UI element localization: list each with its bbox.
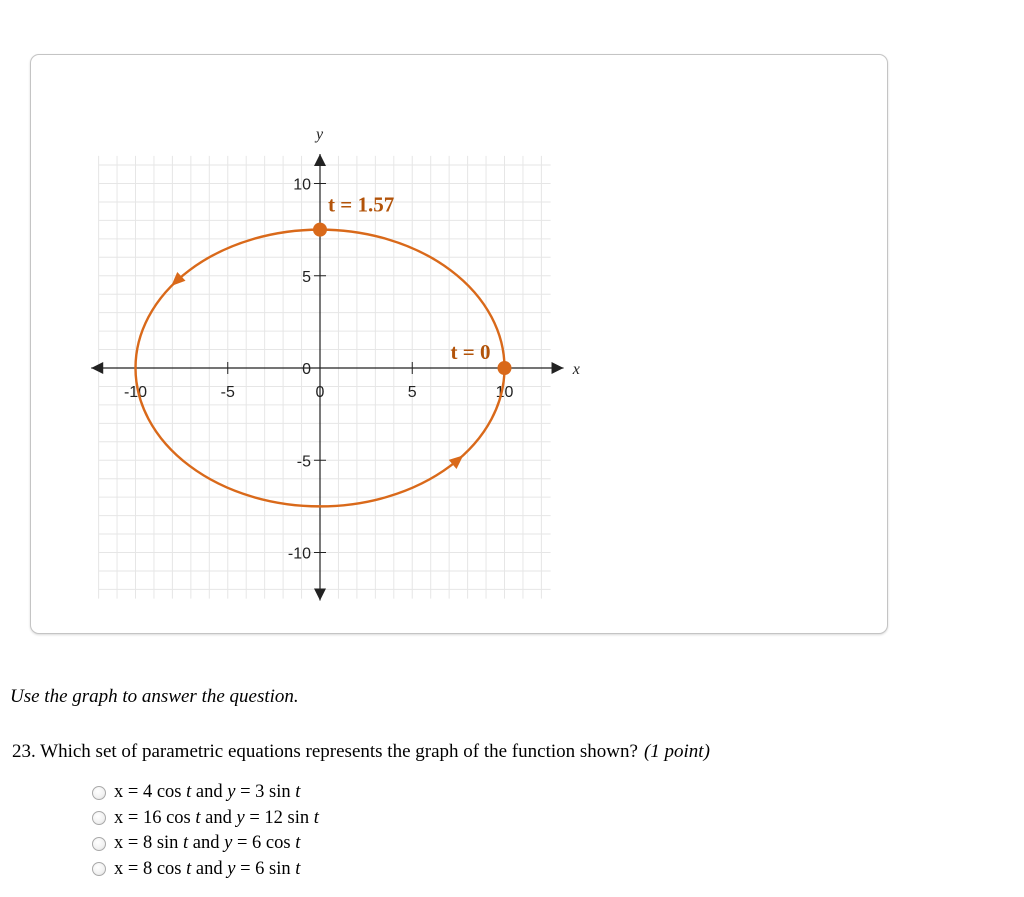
option-2[interactable] — [92, 806, 319, 832]
x-tick-label: 0 — [315, 384, 325, 401]
y-tick-label: 0 — [302, 361, 311, 378]
radio-button[interactable] — [92, 837, 106, 851]
curve-point — [313, 223, 327, 237]
y-axis-label: y — [316, 126, 324, 144]
x-tick-label: 5 — [407, 384, 417, 401]
y-tick-label: 5 — [302, 268, 311, 286]
point-label: t = 0 — [450, 340, 491, 364]
instruction-text: Use the graph to answer the question. — [10, 686, 299, 707]
x-tick-label: -5 — [220, 384, 235, 401]
x-axis-label: x — [572, 361, 580, 378]
question-text — [12, 741, 710, 763]
curve-point — [498, 361, 512, 375]
answer-options — [92, 780, 319, 882]
option-label: x = 8 sin t and y = 6 cos t — [114, 833, 301, 854]
option-label: x = 8 cos t and y = 6 sin t — [114, 858, 301, 879]
graph-card — [30, 54, 888, 634]
radio-button[interactable] — [92, 786, 106, 800]
x-tick-label: 10 — [495, 384, 514, 401]
y-tick-label: -5 — [296, 453, 311, 471]
chart-svg — [31, 55, 889, 635]
y-axis-down-arrow-icon — [314, 588, 326, 600]
option-1[interactable] — [92, 780, 319, 806]
radio-button[interactable] — [92, 811, 106, 825]
x-tick-label: -10 — [123, 384, 148, 401]
y-axis-up-arrow-icon — [314, 154, 326, 166]
question-stem: 23. Which set of parametric equations represents the graph of the function shown? — [12, 741, 638, 762]
radio-button[interactable] — [92, 862, 106, 876]
question-points: (1 point) — [643, 741, 710, 762]
option-4[interactable] — [92, 857, 319, 883]
option-3[interactable] — [92, 831, 319, 857]
point-label: t = 1.57 — [328, 192, 395, 217]
y-tick-label: -10 — [287, 545, 311, 563]
y-tick-label: 10 — [293, 176, 311, 194]
option-label: x = 4 cos t and y = 3 sin t — [114, 782, 301, 803]
x-axis-right-arrow-icon — [552, 362, 564, 374]
x-axis-left-arrow-icon — [91, 362, 103, 374]
option-label: x = 16 cos t and y = 12 sin t — [114, 807, 319, 828]
